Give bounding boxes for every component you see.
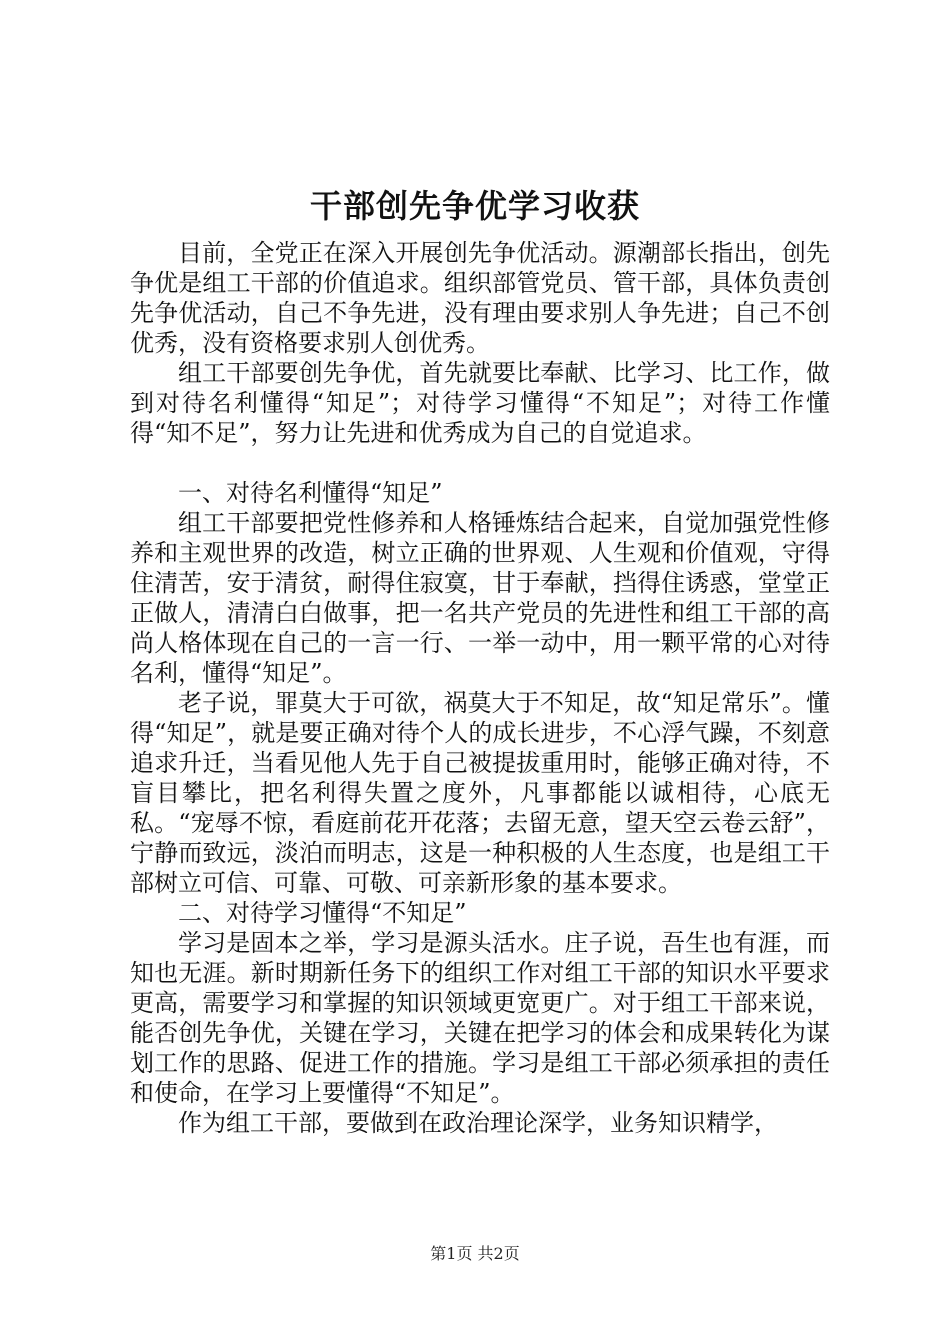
paragraph-summary: 组工干部要创先争优，首先就要比奉献、比学习、比工作，做到对待名利懂得“知足”；对待学习懂得“不知足”；对待工作懂得“知不足”，努力让先进和优秀成为自己的自觉追求。 (130, 359, 830, 447)
paragraph-section1-b: 老子说，罪莫大于可欲，祸莫大于不知足，故“知足常乐”。懂得“知足”，就是要正确对待个人的成长进步，不心浮气躁，不刻意追求升迁，当看见他人先于自己被提拔重用时，能够正确对待，不盲目攀比，把名利得失置之度外，凡事都能以诚相待，心底无私。“宠辱不惊，看庭前花开花落；去留无意，望天空云卷云舒”，宁静而致远，淡泊而明志，这是一种积极的人生态度，也是组工干部树立可信、可靠、可敬、可亲新形象的基本要求。 (130, 689, 830, 897)
document-title: 干部创先争优学习收获 (309, 187, 640, 225)
section-heading-1: 一、对待名利懂得“知足” (178, 479, 443, 507)
section-heading-2: 二、对待学习懂得“不知足” (178, 899, 467, 927)
document-body (130, 238, 830, 1138)
page-footer: 第1页 共2页 (430, 1244, 520, 1263)
paragraph-section2-b: 作为组工干部，要做到在政治理论深学，业务知识精学， (178, 1109, 778, 1137)
paragraph-section2-a: 学习是固本之举，学习是源头活水。庄子说，吾生也有涯，而知也无涯。新时期新任务下的组织工作对组工干部的知识水平要求更高，需要学习和掌握的知识领域更宽更广。对于组工干部来说，能否创先争优，关键在学习，关键在把学习的体会和成果转化为谋划工作的思路、促进工作的措施。学习是组工干部必须承担的责任和使命，在学习上要懂得“不知足”。 (130, 929, 830, 1107)
paragraph-section1-a: 组工干部要把党性修养和人格锤炼结合起来，自觉加强党性修养和主观世界的改造，树立正确的世界观、人生观和价值观，守得住清苦，安于清贫，耐得住寂寞，甘于奉献，挡得住诱惑，堂堂正正做人，清清白白做事，把一名共产党员的先进性和组工干部的高尚人格体现在自己的一言一行、一举一动中，用一颗平常的心对待名利，懂得“知足”。 (130, 509, 830, 687)
paragraph-intro: 目前，全党正在深入开展创先争优活动。源潮部长指出，创先争优是组工干部的价值追求。组织部管党员、管干部，具体负责创先争优活动，自己不争先进，没有理由要求别人争先进；自己不创优秀，没有资格要求别人创优秀。 (130, 239, 830, 357)
